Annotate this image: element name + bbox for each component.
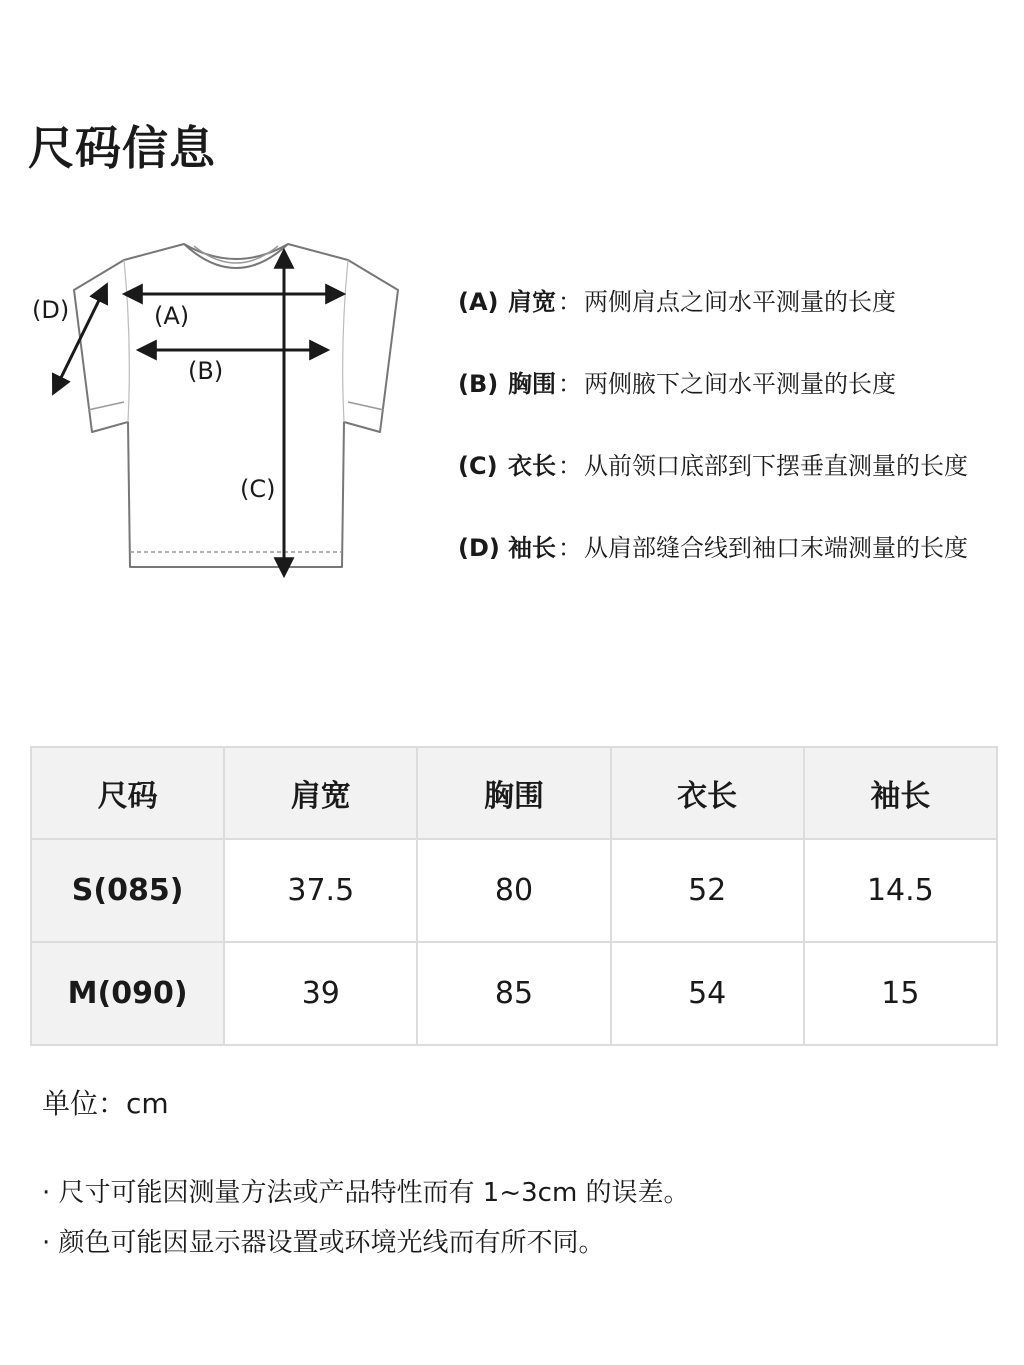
legend-term: 袖长 [508, 534, 556, 562]
tshirt-body [74, 244, 398, 567]
size-table [30, 746, 998, 1046]
unit-label: 单位：cm [42, 1087, 169, 1120]
legend-description: 从肩部缝合线到袖口末端测量的长度 [584, 534, 968, 562]
tshirt-outline-icon [24, 232, 444, 592]
size-cell: M(090) [31, 942, 224, 1045]
header-chest: 胸围 [417, 747, 610, 839]
legend-term: 胸围 [508, 370, 556, 398]
table-header-row [31, 747, 997, 839]
note-color-difference: · 颜色可能因显示器设置或环境光线而有所不同。 [42, 1228, 605, 1258]
note-measurement-error: · 尺寸可能因测量方法或产品特性而有 1~3cm 的误差。 [42, 1178, 690, 1208]
table-cell: 80 [417, 839, 610, 942]
legend-term: 衣长 [508, 452, 556, 480]
table-cell: 39 [224, 942, 417, 1045]
label-d: (D) [32, 296, 70, 324]
legend-item-d [458, 526, 1018, 608]
legend-code: (A) [458, 288, 499, 316]
table-cell: 54 [611, 942, 804, 1045]
measurement-legend [458, 280, 1018, 608]
header-size: 尺码 [31, 747, 224, 839]
label-a: (A) [154, 302, 190, 330]
legend-item-b [458, 362, 1018, 444]
label-c: (C) [240, 475, 276, 503]
legend-description: 从前领口底部到下摆垂直测量的长度 [584, 452, 968, 480]
size-cell: S(085) [31, 839, 224, 942]
table-cell: 85 [417, 942, 610, 1045]
legend-item-c [458, 444, 1018, 526]
legend-separator: ： [558, 452, 582, 480]
table-cell: 37.5 [224, 839, 417, 942]
label-b: (B) [188, 357, 224, 385]
legend-code: (C) [458, 452, 498, 480]
legend-code: (D) [458, 534, 500, 562]
legend-separator: ： [558, 534, 582, 562]
legend-description: 两侧腋下之间水平测量的长度 [584, 370, 896, 398]
table-cell: 15 [804, 942, 997, 1045]
legend-item-a [458, 280, 1018, 362]
table-row [31, 942, 997, 1045]
header-sleeve: 袖长 [804, 747, 997, 839]
table-cell: 52 [611, 839, 804, 942]
table-row [31, 839, 997, 942]
table-cell: 14.5 [804, 839, 997, 942]
legend-separator: ： [558, 288, 582, 316]
header-length: 衣长 [611, 747, 804, 839]
legend-description: 两侧肩点之间水平测量的长度 [584, 288, 896, 316]
header-shoulder: 肩宽 [224, 747, 417, 839]
legend-separator: ： [558, 370, 582, 398]
legend-code: (B) [458, 370, 499, 398]
legend-term: 肩宽 [508, 288, 556, 316]
notes [42, 1168, 690, 1268]
page-title: 尺码信息 [28, 121, 216, 175]
